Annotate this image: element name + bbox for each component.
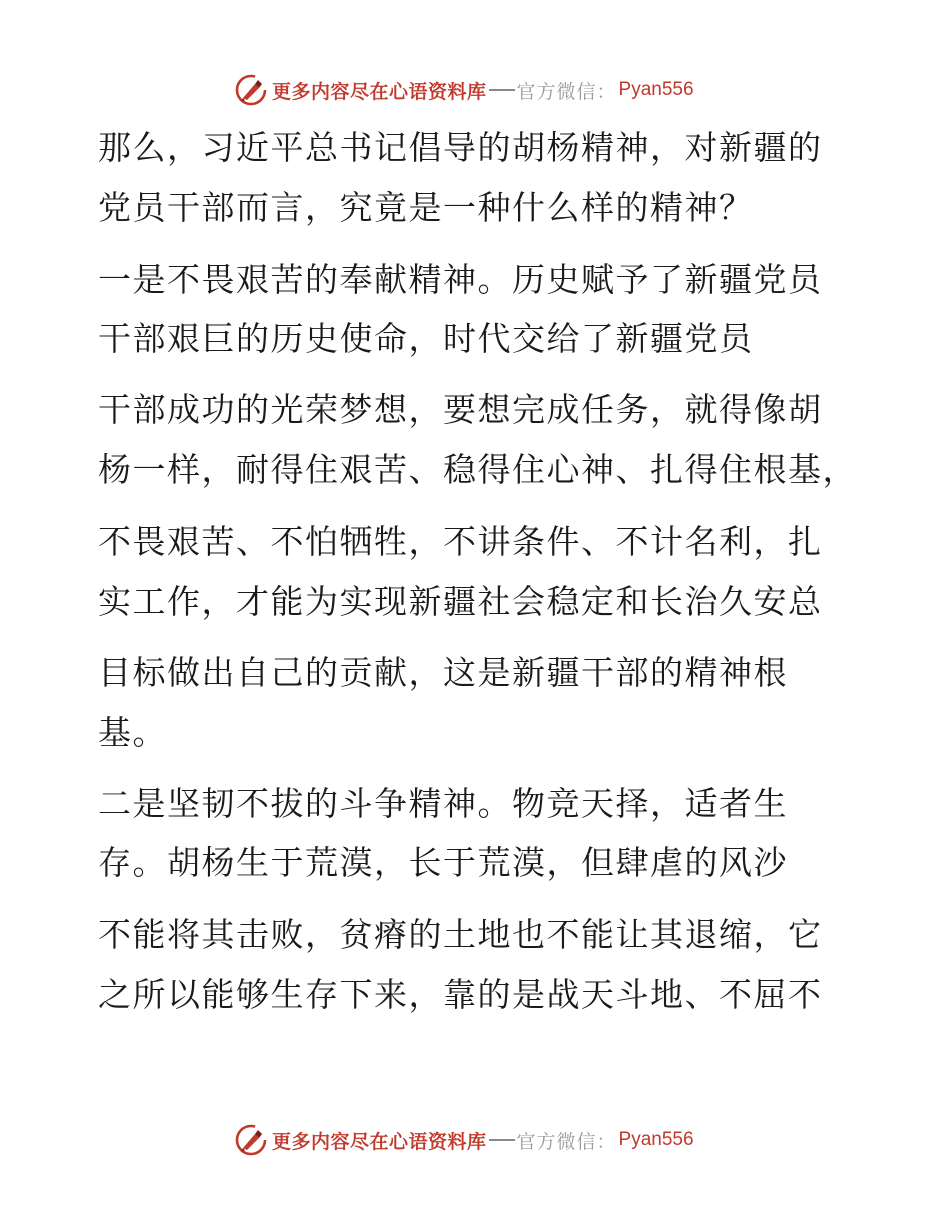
body-line: 存。胡杨生于荒漠，长于荒漠，但肆虐的风沙 — [98, 843, 788, 882]
body-line: 不能将其击败，贫瘠的土地也不能让其退缩，它 — [98, 915, 823, 954]
pen-logo-icon — [234, 73, 268, 107]
body-line: 不畏艰苦、不怕牺牲，不讲条件、不计名利，扎 — [98, 522, 823, 561]
header-dash — [489, 89, 515, 91]
footer-wechat-label: 官方微信： — [516, 1130, 617, 1153]
pen-logo-icon — [234, 1123, 268, 1157]
body-line: 干部艰巨的历史使命，时代交给了新疆党员 — [98, 319, 754, 358]
header-brand-text: 更多内容尽在心语资料库 — [272, 80, 487, 103]
body-line: 之所以能够生存下来，靠的是战天斗地、不屈不 — [98, 975, 823, 1014]
body-line: 干部成功的光荣梦想，要想完成任务，就得像胡 — [98, 390, 823, 429]
footer-banner — [234, 1122, 694, 1158]
footer-wechat-id: Pyan556 — [618, 1129, 694, 1150]
body-line: 党员干部而言，究竟是一种什么样的精神？ — [98, 188, 754, 227]
body-line: 目标做出自己的贡献，这是新疆干部的精神根 — [98, 653, 788, 692]
body-line: 二是坚韧不拔的斗争精神。物竞天择，适者生 — [98, 784, 788, 823]
header-wechat-id: Pyan556 — [618, 79, 694, 100]
body-line: 一是不畏艰苦的奉献精神。历史赋予了新疆党员 — [98, 260, 823, 299]
body-line: 杨一样，耐得住艰苦、稳得住心神、扎得住根基， — [98, 450, 857, 489]
body-line: 基。 — [98, 713, 167, 752]
body-line: 那么，习近平总书记倡导的胡杨精神，对新疆的 — [98, 128, 823, 167]
header-wechat-label: 官方微信： — [516, 80, 617, 103]
header-banner — [234, 72, 694, 108]
footer-dash — [489, 1139, 515, 1141]
footer-brand-text: 更多内容尽在心语资料库 — [272, 1130, 487, 1153]
body-line: 实工作，才能为实现新疆社会稳定和长治久安总 — [98, 582, 823, 621]
